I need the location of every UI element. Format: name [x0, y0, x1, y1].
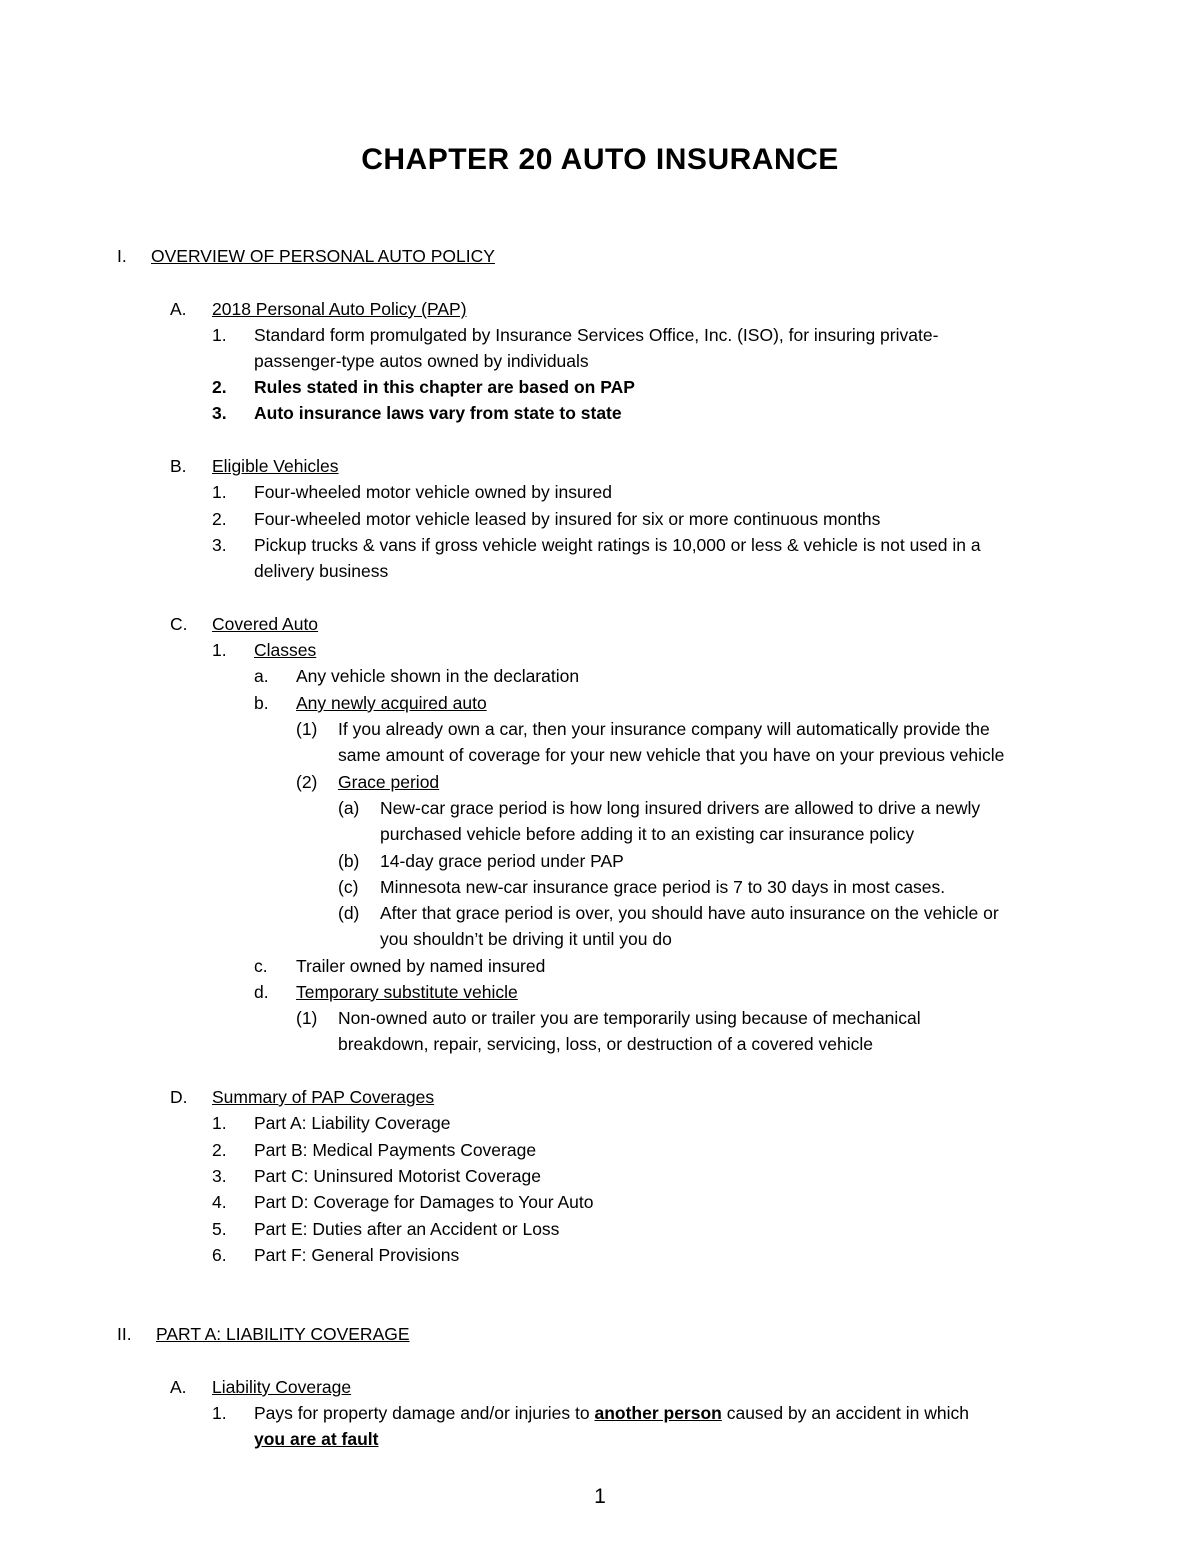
- subsection-label: A.: [170, 299, 187, 319]
- list-letter: c.: [254, 956, 268, 976]
- list-item-text: Part F: General Provisions: [254, 1245, 460, 1265]
- list-item-text: If you already own a car, then your insurance company will automatically provide the: [338, 719, 990, 739]
- list-item-text: Part A: Liability Coverage: [254, 1113, 451, 1133]
- list-number: 2.: [212, 377, 227, 397]
- list-number: 3.: [212, 535, 227, 555]
- section-heading: OVERVIEW OF PERSONAL AUTO POLICY: [151, 246, 495, 266]
- list-item-text: breakdown, repair, servicing, loss, or destruction of a covered vehicle: [338, 1034, 873, 1054]
- list-number: 3.: [212, 403, 227, 423]
- list-number: 1.: [212, 640, 227, 660]
- list-item-text: you shouldn’t be driving it until you do: [380, 929, 672, 949]
- subsection-label: D.: [170, 1087, 188, 1107]
- list-number: 1.: [212, 325, 227, 345]
- list-item-text: Pickup trucks & vans if gross vehicle weight ratings is 10,000 or less & vehicle is not used in a: [254, 535, 981, 555]
- list-item-text: Auto insurance laws vary from state to state: [254, 403, 622, 423]
- list-item-text: 14-day grace period under PAP: [380, 851, 624, 871]
- list-number: 4.: [212, 1192, 227, 1212]
- text-run: caused by an accident in which: [721, 1403, 969, 1423]
- list-letter: a.: [254, 666, 269, 686]
- list-item-text: Non-owned auto or trailer you are temporarily using because of mechanical: [338, 1008, 921, 1028]
- subsection-heading: Summary of PAP Coverages: [212, 1087, 435, 1107]
- list-item-text: After that grace period is over, you should have auto insurance on the vehicle or: [380, 903, 999, 923]
- subsection-heading: 2018 Personal Auto Policy (PAP): [212, 299, 467, 319]
- list-paren-letter: (c): [338, 877, 359, 897]
- page-number: 1: [594, 1485, 606, 1508]
- list-item-text: Standard form promulgated by Insurance Services Office, Inc. (ISO), for insuring private-: [254, 325, 939, 345]
- list-item-text: Temporary substitute vehicle: [296, 982, 518, 1002]
- subsection-heading: Covered Auto: [212, 614, 319, 634]
- list-paren-letter: (b): [338, 851, 360, 871]
- list-item-text: Part C: Uninsured Motorist Coverage: [254, 1166, 541, 1186]
- list-number: 5.: [212, 1219, 227, 1239]
- list-paren-letter: (d): [338, 903, 360, 923]
- list-paren-number: (1): [296, 1008, 318, 1028]
- list-item-text: Minnesota new-car insurance grace period is 7 to 30 days in most cases.: [380, 877, 946, 897]
- emphasis-text: another person: [594, 1403, 722, 1423]
- list-item-text: Four-wheeled motor vehicle owned by insured: [254, 482, 612, 502]
- subsection-label: B.: [170, 456, 187, 476]
- list-number: 1.: [212, 482, 227, 502]
- list-item-text: Any vehicle shown in the declaration: [296, 666, 580, 686]
- list-item-text: Grace period: [338, 772, 440, 792]
- list-letter: b.: [254, 693, 269, 713]
- list-letter: d.: [254, 982, 269, 1002]
- subsection-label: C.: [170, 614, 188, 634]
- text-run: Pays for property damage and/or injuries to: [254, 1403, 595, 1423]
- list-item-text: Part E: Duties after an Accident or Loss: [254, 1219, 560, 1239]
- list-number: 2.: [212, 1140, 227, 1160]
- list-item-text: Part D: Coverage for Damages to Your Auto: [254, 1192, 594, 1212]
- page-title: CHAPTER 20 AUTO INSURANCE: [361, 143, 839, 176]
- list-item-text: delivery business: [254, 561, 389, 581]
- list-item-text: Part B: Medical Payments Coverage: [254, 1140, 537, 1160]
- subsection-heading: Liability Coverage: [212, 1377, 352, 1397]
- list-item-text: purchased vehicle before adding it to an existing car insurance policy: [380, 824, 915, 844]
- list-item-text: Rules stated in this chapter are based on PAP: [254, 377, 635, 397]
- list-item-text: Four-wheeled motor vehicle leased by insured for six or more continuous months: [254, 509, 881, 529]
- list-item-text: same amount of coverage for your new vehicle that you have on your previous vehicle: [338, 745, 1005, 765]
- list-number: 6.: [212, 1245, 227, 1265]
- list-item-text: Trailer owned by named insured: [296, 956, 546, 976]
- section-label: I.: [117, 246, 127, 266]
- subsection-heading: Eligible Vehicles: [212, 456, 339, 476]
- list-item-text: [254, 1402, 969, 1424]
- list-number: 1.: [212, 1113, 227, 1133]
- list-item-text: New-car grace period is how long insured drivers are allowed to drive a newly: [380, 798, 981, 818]
- list-item-text: passenger-type autos owned by individuals: [254, 351, 589, 371]
- list-paren-letter: (a): [338, 798, 360, 818]
- list-number: 2.: [212, 509, 227, 529]
- emphasis-text: you are at fault: [254, 1429, 379, 1449]
- subsection-label: A.: [170, 1377, 187, 1397]
- list-item-text: Any newly acquired auto: [296, 693, 487, 713]
- list-paren-number: (1): [296, 719, 318, 739]
- list-number: 1.: [212, 1403, 227, 1423]
- list-number: 3.: [212, 1166, 227, 1186]
- section-heading: PART A: LIABILITY COVERAGE: [156, 1324, 410, 1344]
- section-label: II.: [117, 1324, 132, 1344]
- list-paren-number: (2): [296, 772, 318, 792]
- list-item-text: Classes: [254, 640, 317, 660]
